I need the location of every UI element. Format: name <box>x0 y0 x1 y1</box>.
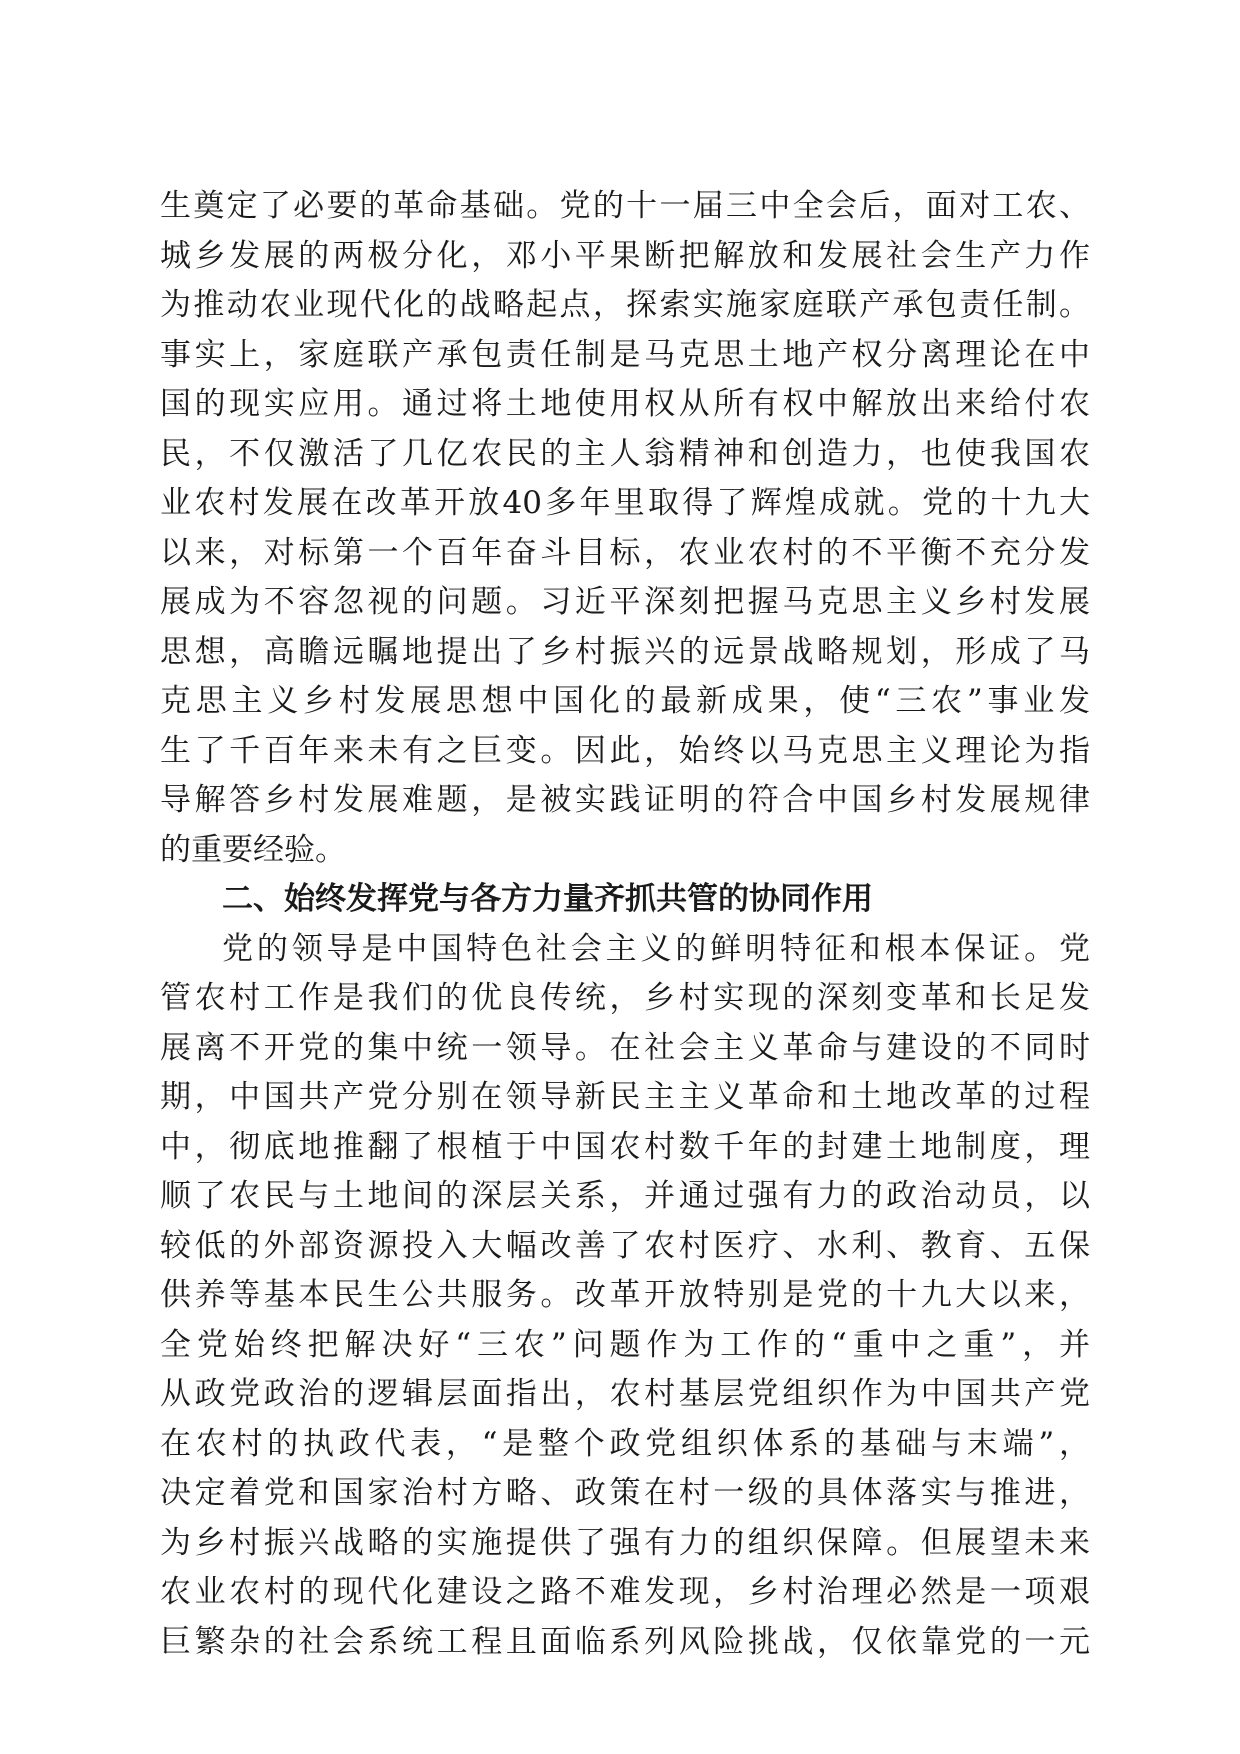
text-line: 较低的外部资源投入大幅改善了农村医疗、水利、教育、五保 <box>160 1227 1090 1264</box>
text-line: 在农村的执政代表，“是整个政党组织体系的基础与末端”， <box>160 1425 1090 1462</box>
paragraph-continued <box>160 182 1090 875</box>
text-line: 展成为不容忽视的问题。习近平深刻把握马克思主义乡村发展 <box>160 584 1090 620</box>
text-line: 党的领导是中国特色社会主义的鲜明特征和根本保证。党 <box>222 930 1090 967</box>
text-line: 生奠定了必要的革命基础。党的十一届三中全会后，面对工农、 <box>160 188 1090 224</box>
text-line: 城乡发展的两极分化，邓小平果断把解放和发展社会生产力作 <box>160 237 1090 274</box>
text-line: 的重要经验。 <box>160 831 346 868</box>
text-line: 从政党政治的逻辑层面指出，农村基层党组织作为中国共产党 <box>160 1376 1090 1412</box>
text-line: 农业农村的现代化建设之路不难发现，乡村治理必然是一项艰 <box>160 1574 1090 1610</box>
text-line: 巨繁杂的社会系统工程且面临系列风险挑战，仅依靠党的一元 <box>160 1623 1090 1660</box>
text-line: 决定着党和国家治村方略、政策在村一级的具体落实与推进， <box>160 1475 1090 1511</box>
text-line: 业农村发展在改革开放40多年里取得了辉煌成就。党的十九大 <box>160 485 1090 521</box>
text-line: 国的现实应用。通过将土地使用权从所有权中解放出来给付农 <box>160 386 1090 422</box>
text-line: 管农村工作是我们的优良传统，乡村实现的深刻变革和长足发 <box>160 980 1090 1016</box>
text-line: 民，不仅激活了几亿农民的主人翁精神和创造力，也使我国农 <box>160 435 1090 472</box>
text-line: 生了千百年来未有之巨变。因此，始终以马克思主义理论为指 <box>160 732 1090 769</box>
text-line: 展离不开党的集中统一领导。在社会主义革命与建设的不同时 <box>160 1029 1090 1066</box>
text-line: 顺了农民与土地间的深层关系，并通过强有力的政治动员，以 <box>160 1178 1090 1214</box>
text-line: 事实上，家庭联产承包责任制是马克思土地产权分离理论在中 <box>160 336 1090 373</box>
text-line: 思想，高瞻远瞩地提出了乡村振兴的远景战略规划，形成了马 <box>160 633 1090 670</box>
text-line: 中，彻底地推翻了根植于中国农村数千年的封建土地制度，理 <box>160 1128 1090 1165</box>
section-heading: 二、始终发挥党与各方力量齐抓共管的协同作用 <box>222 881 873 917</box>
text-line: 克思主义乡村发展思想中国化的最新成果，使“三农”事业发 <box>160 683 1090 719</box>
page-body <box>160 182 1090 1667</box>
text-line: 供养等基本民生公共服务。改革开放特别是党的十九大以来， <box>160 1277 1090 1313</box>
text-line: 期，中国共产党分别在领导新民主主义革命和土地改革的过程 <box>160 1079 1090 1115</box>
text-line: 导解答乡村发展难题，是被实践证明的符合中国乡村发展规律 <box>160 782 1090 818</box>
text-line: 以来，对标第一个百年奋斗目标，农业农村的不平衡不充分发 <box>160 534 1090 571</box>
text-line: 为乡村振兴战略的实施提供了强有力的组织保障。但展望未来 <box>160 1524 1090 1561</box>
text-line: 全党始终把解决好“三农”问题作为工作的“重中之重”，并 <box>160 1326 1090 1363</box>
text-line: 为推动农业现代化的战略起点，探索实施家庭联产承包责任制。 <box>160 287 1090 323</box>
paragraph <box>160 925 1090 1668</box>
